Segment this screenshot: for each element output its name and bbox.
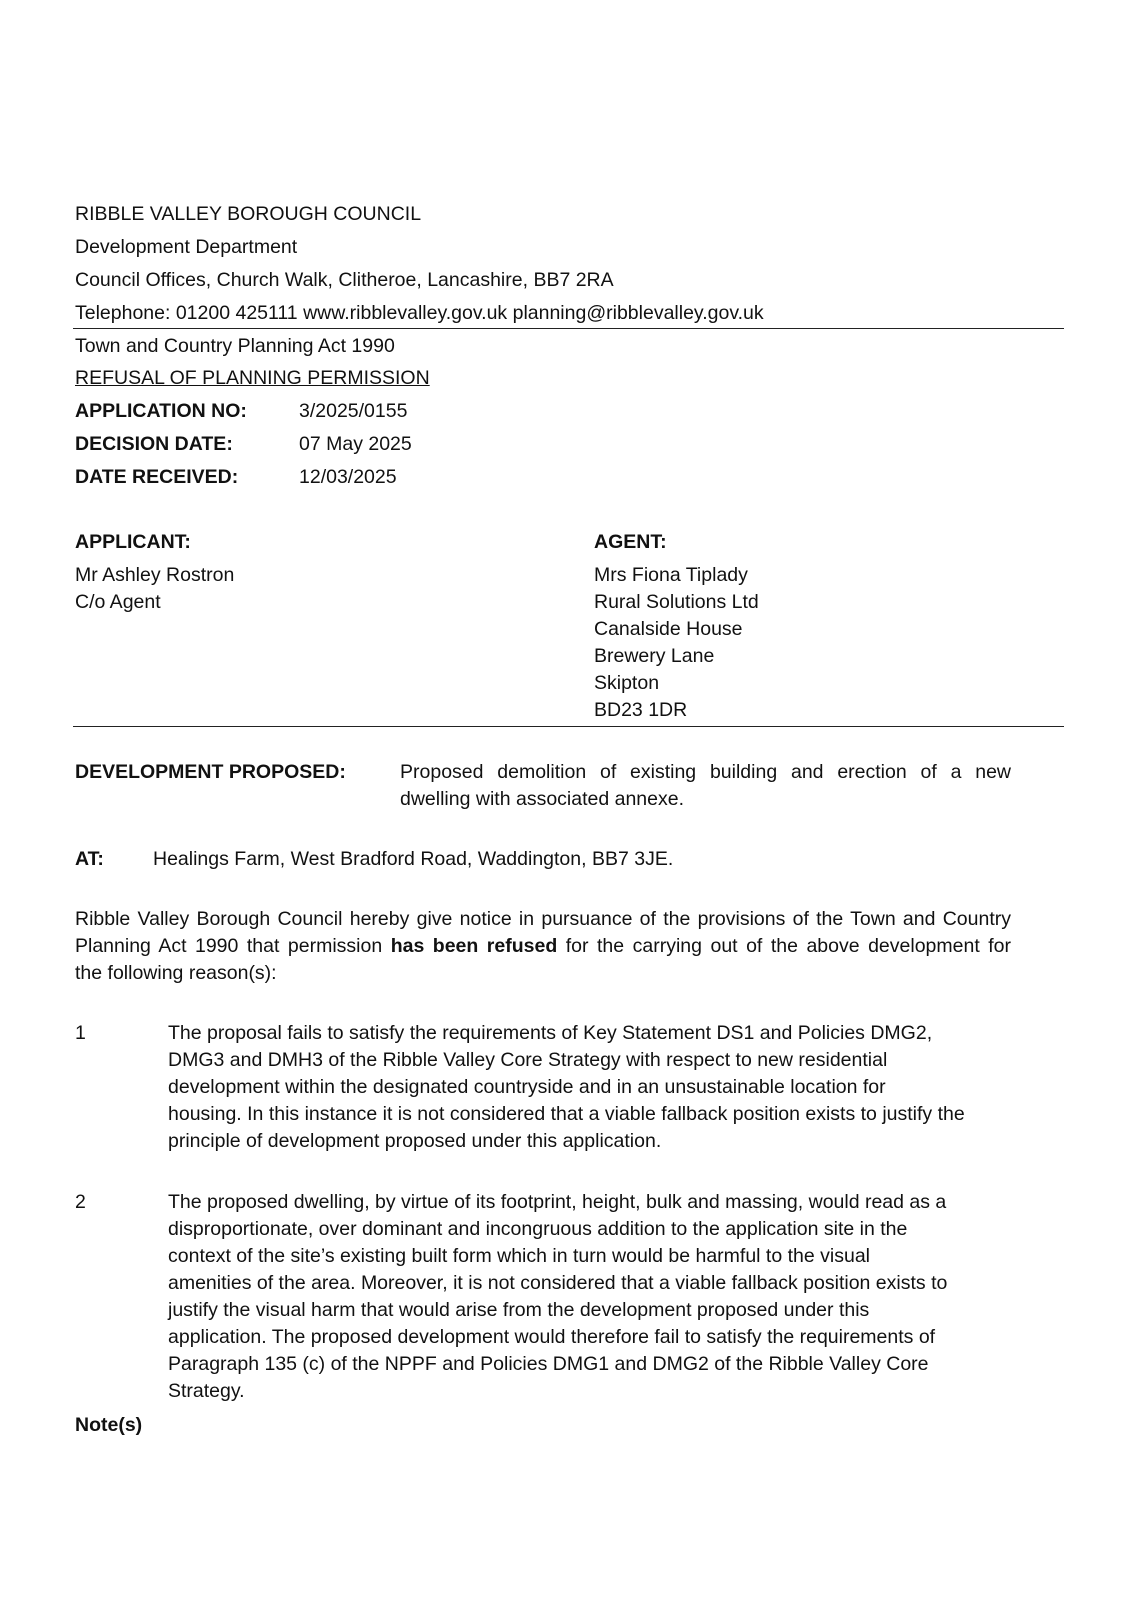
agent-heading: AGENT: — [594, 531, 667, 553]
header-divider — [73, 328, 1064, 329]
reason-number: 1 — [75, 1022, 86, 1044]
development-description-line: dwelling with associated annexe. — [400, 788, 685, 810]
contact-line: Telephone: 01200 425111 www.ribblevalley.gov.uk planning@ribblevalley.gov.uk — [75, 302, 764, 324]
reason-line: DMG3 and DMH3 of the Ribble Valley Core Strategy with respect to new residential — [168, 1049, 888, 1071]
reason-line: Strategy. — [168, 1380, 245, 1402]
site-label: AT: — [75, 848, 104, 870]
agent-line: Skipton — [594, 672, 660, 694]
reason-line: context of the site’s existing built form which in turn would be harmful to the visual — [168, 1245, 870, 1267]
agent-line: BD23 1DR — [594, 699, 688, 721]
reason-line: The proposed dwelling, by virtue of its footprint, height, bulk and massing, would read as a — [168, 1191, 947, 1213]
date-received-value: 12/03/2025 — [299, 466, 397, 488]
parties-divider — [73, 726, 1064, 727]
application-no-value: 3/2025/0155 — [299, 400, 408, 422]
reason-line: application. The proposed development would therefore fail to satisfy the requirements of — [168, 1326, 936, 1348]
reason-line: justify the visual harm that would arise from the development proposed under this — [168, 1299, 870, 1321]
reason-number: 2 — [75, 1191, 86, 1213]
reason-line: The proposal fails to satisfy the requirements of Key Statement DS1 and Policies DMG2, — [168, 1022, 933, 1044]
agent-line: Brewery Lane — [594, 645, 715, 667]
notice-line: Ribble Valley Borough Council hereby give notice in pursuance of the provisions of the Town and Country — [75, 908, 1011, 930]
agent-line: Canalside House — [594, 618, 743, 640]
department-name: Development Department — [75, 236, 298, 258]
notes-heading: Note(s) — [75, 1414, 143, 1436]
reason-line: development within the designated countryside and in an unsustainable location for — [168, 1076, 886, 1098]
council-name: RIBBLE VALLEY BOROUGH COUNCIL — [75, 203, 422, 225]
reason-line: Paragraph 135 (c) of the NPPF and Policies DMG1 and DMG2 of the Ribble Valley Core — [168, 1353, 929, 1375]
decision-type: REFUSAL OF PLANNING PERMISSION — [75, 367, 430, 389]
application-no-label: APPLICATION NO: — [75, 400, 247, 422]
refused-emphasis: has been refused — [390, 935, 558, 957]
agent-line: Rural Solutions Ltd — [594, 591, 759, 613]
reason-line: amenities of the area. Moreover, it is not considered that a viable fallback position exists to — [168, 1272, 948, 1294]
reason-line: disproportionate, over dominant and incongruous addition to the application site in the — [168, 1218, 908, 1240]
applicant-line: Mr Ashley Rostron — [75, 564, 235, 586]
applicant-heading: APPLICANT: — [75, 531, 191, 553]
site-address: Healings Farm, West Bradford Road, Waddington, BB7 3JE. — [153, 848, 674, 870]
date-received-label: DATE RECEIVED: — [75, 466, 239, 488]
council-address: Council Offices, Church Walk, Clitheroe, Lancashire, BB7 2RA — [75, 269, 614, 291]
reason-line: principle of development proposed under this application. — [168, 1130, 662, 1152]
development-label: DEVELOPMENT PROPOSED: — [75, 761, 346, 783]
decision-date-label: DECISION DATE: — [75, 433, 233, 455]
act-title: Town and Country Planning Act 1990 — [75, 335, 395, 357]
decision-date-value: 07 May 2025 — [299, 433, 412, 455]
development-description-line: Proposed demolition of existing building and erection of a new — [400, 761, 1011, 783]
agent-line: Mrs Fiona Tiplady — [594, 564, 748, 586]
reason-line: housing. In this instance it is not considered that a viable fallback position exists to justify the — [168, 1103, 965, 1125]
notice-line: the following reason(s): — [75, 962, 277, 984]
applicant-line: C/o Agent — [75, 591, 161, 613]
notice-line: Planning Act 1990 that permission has been refused for the carrying out of the above development for — [75, 935, 1011, 957]
